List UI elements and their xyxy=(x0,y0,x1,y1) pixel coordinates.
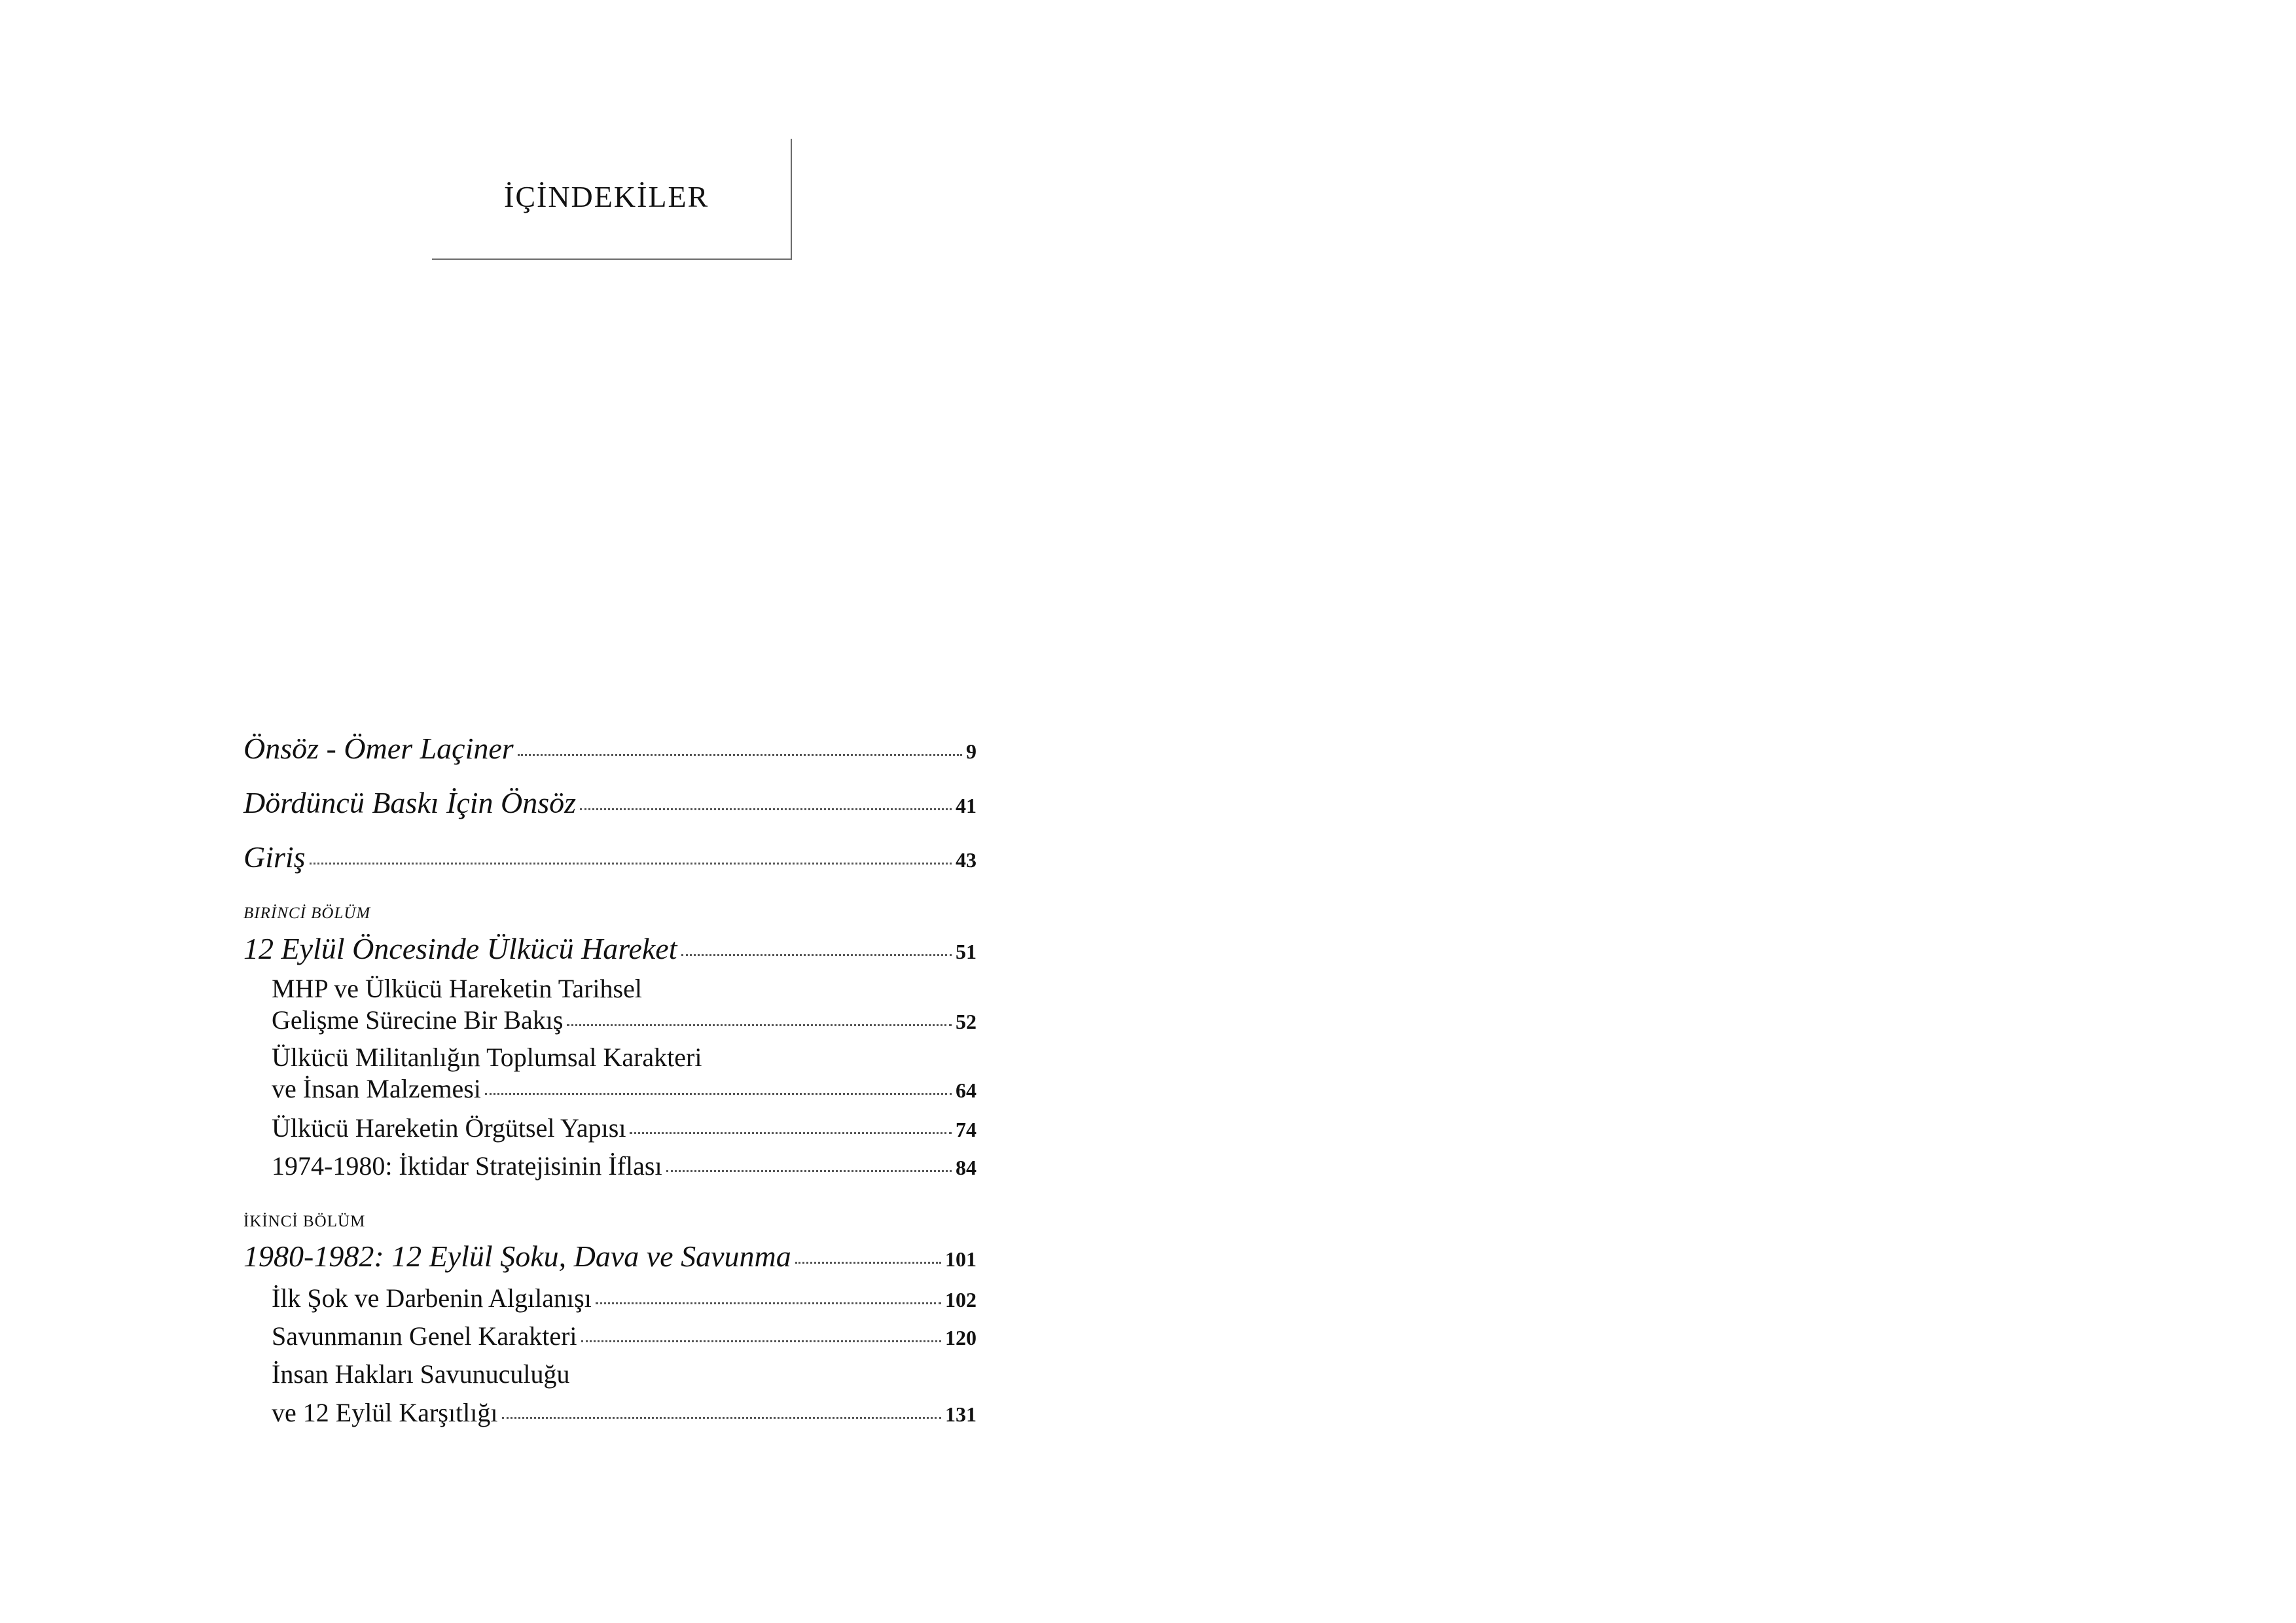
dot-leader xyxy=(681,954,952,956)
toc-section[interactable] xyxy=(272,1113,977,1143)
dot-leader xyxy=(630,1132,952,1134)
dot-leader xyxy=(581,1340,941,1342)
page-number: 74 xyxy=(956,1118,977,1141)
page-number: 84 xyxy=(956,1156,977,1179)
toc-entry-part2[interactable] xyxy=(243,1239,977,1274)
toc-entry-part1[interactable] xyxy=(243,931,977,966)
toc-section-title: İlk Şok ve Darbenin Algılanışı xyxy=(272,1283,592,1313)
toc-entry-title: Önsöz - Ömer Laçiner xyxy=(243,732,514,765)
toc-section-title-cont: Gelişme Sürecine Bir Bakış xyxy=(272,1005,564,1035)
toc-entry-dorduncu-baski[interactable] xyxy=(243,785,977,820)
toc-section-title: İnsan Hakları Savunuculuğu xyxy=(272,1359,570,1389)
dot-leader xyxy=(310,863,952,865)
page-number: 120 xyxy=(945,1326,977,1349)
dot-leader xyxy=(485,1093,952,1095)
page-number: 43 xyxy=(956,848,977,872)
toc-section-title: MHP ve Ülkücü Hareketin Tarihsel xyxy=(272,974,642,1003)
toc-entry-onsoz[interactable] xyxy=(243,731,977,766)
toc-section-title: Ülkücü Hareketin Örgütsel Yapısı xyxy=(272,1113,626,1143)
page-number: 101 xyxy=(945,1247,977,1271)
dot-leader xyxy=(580,808,952,810)
toc-section[interactable] xyxy=(272,1321,977,1351)
dot-leader xyxy=(596,1302,941,1304)
page-number: 9 xyxy=(966,740,977,763)
toc-section-title: 1974-1980: İktidar Stratejisinin İflası xyxy=(272,1151,662,1181)
dot-leader xyxy=(518,754,962,756)
toc-entry-giris[interactable] xyxy=(243,840,977,874)
part-label-1: BIRİNCİ BÖLÜM xyxy=(243,904,371,922)
toc-entry-title: Giriş xyxy=(243,840,306,874)
toc-section-first-line[interactable] xyxy=(272,1042,977,1073)
toc-entry-title: Dördüncü Baskı İçin Önsöz xyxy=(243,786,577,819)
toc-section-title: Ülkücü Militanlığın Toplumsal Karakteri xyxy=(272,1043,702,1072)
toc-section-title-cont: ve İnsan Malzemesi xyxy=(272,1074,481,1103)
page-number: 131 xyxy=(945,1402,977,1426)
toc-section[interactable] xyxy=(272,1073,977,1104)
toc-section[interactable] xyxy=(272,1283,977,1313)
page-number: 52 xyxy=(956,1010,977,1033)
dot-leader xyxy=(666,1170,952,1172)
toc-section-title: Savunmanın Genel Karakteri xyxy=(272,1321,577,1351)
toc-section-first-line[interactable] xyxy=(272,1359,977,1389)
toc-entry-title: 1980-1982: 12 Eylül Şoku, Dava ve Savunma xyxy=(243,1240,791,1273)
dot-leader xyxy=(502,1417,941,1419)
toc-section-first-line[interactable] xyxy=(272,973,977,1004)
dot-leader xyxy=(567,1024,952,1026)
dot-leader xyxy=(795,1262,941,1264)
part-label-2: İKİNCİ BÖLÜM xyxy=(243,1213,366,1230)
toc-section[interactable] xyxy=(272,1397,977,1428)
page-title: İÇİNDEKİLER xyxy=(504,180,709,213)
toc-section[interactable] xyxy=(272,1150,977,1181)
page-number: 102 xyxy=(945,1288,977,1311)
page-number: 51 xyxy=(956,940,977,963)
toc-entry-title: 12 Eylül Öncesinde Ülkücü Hareket xyxy=(243,932,677,965)
page-number: 41 xyxy=(956,794,977,817)
toc-section[interactable] xyxy=(272,1005,977,1035)
page-number: 64 xyxy=(956,1079,977,1102)
toc-section-title-cont: ve 12 Eylül Karşıtlığı xyxy=(272,1398,498,1427)
